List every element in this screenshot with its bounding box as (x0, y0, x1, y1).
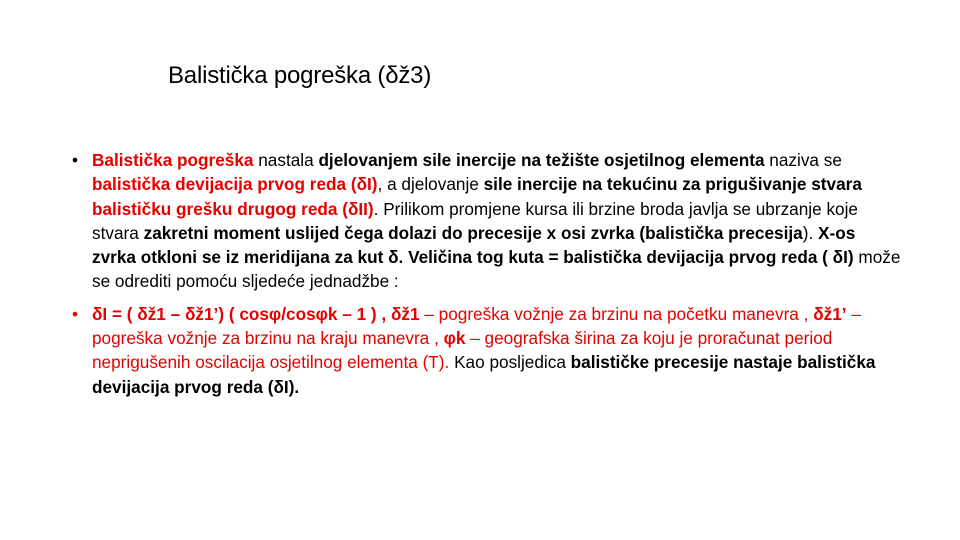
text-run: može se odrediti pomoću sljedeće jednadžbe : (92, 247, 901, 292)
text-run: balističke precesije nastaje balistička devijacija prvog reda (δI). (92, 352, 876, 397)
bullet-list (72, 148, 902, 407)
text-run: δI = ( δž1 – δž1’) ( cosφ/cosφk – 1 ) , δž1 (92, 303, 420, 324)
bullet-item-1 (72, 148, 902, 294)
text-run: balistička devijacija prvog reda (δI) (92, 174, 378, 195)
text-run: X-os zvrka otkloni se iz meridijana za kut δ. Veličina tog kuta = balistička devijacija prvog reda ( δI) (92, 222, 856, 268)
bullet-text (92, 304, 875, 397)
text-run: Kao posljedica (454, 352, 571, 373)
text-run: – geografska širina za koju je proračunat period neprigušenih oscilacija osjetilnog elementa (T). (92, 328, 833, 373)
text-run: balističku grešku drugog reda (δII) (92, 198, 374, 219)
text-run: – pogreška vožnje za brzinu na početku manevra , (419, 303, 814, 324)
text-run: – pogreška vožnje za brzinu na kraju manevra , (92, 303, 861, 349)
bullet-marker: • (72, 150, 79, 170)
text-run: . Prilikom promjene kursa ili brzine broda javlja se ubrzanje koje stvara (92, 198, 858, 243)
text-run: ). (802, 222, 819, 243)
bullet-item-2 (72, 302, 902, 399)
text-run: zakretni moment uslijed čega dolazi do precesije x osi zvrka (balistička precesija (143, 222, 803, 243)
slide-title: Balistička pogreška (δž3) (168, 62, 432, 89)
text-run: Balistička pogreška (92, 150, 254, 170)
bullet-text (92, 150, 900, 291)
text-run: , a djelovanje (377, 174, 484, 195)
bullet-marker: • (72, 303, 79, 324)
text-run: naziva se (764, 150, 842, 170)
text-run: sile inercije na tekućinu za prigušivanje stvara (483, 174, 862, 195)
text-run: δž1’ (813, 303, 847, 324)
text-run: φk (443, 328, 466, 349)
text-run: djelovanjem sile inercije na težište osjetilnog elementa (318, 150, 765, 170)
text-run: nastala (253, 150, 319, 170)
